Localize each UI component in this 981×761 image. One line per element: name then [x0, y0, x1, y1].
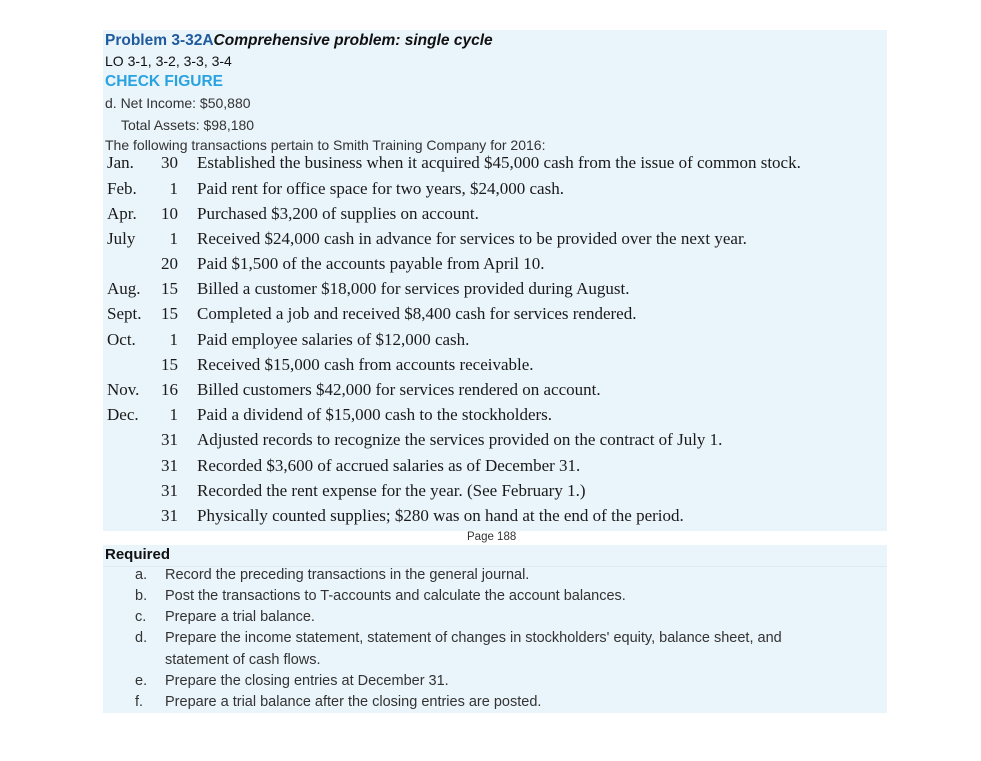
transaction-description: Received $24,000 cash in advance for services to be provided over the next year.	[197, 229, 747, 248]
transaction-description: Billed customers $42,000 for services rendered on account.	[197, 380, 601, 399]
transaction-day: 15	[161, 279, 178, 298]
transaction-description: Adjusted records to recognize the services provided on the contract of July 1.	[197, 430, 723, 449]
transaction-description: Paid rent for office space for two years, $24,000 cash.	[197, 179, 564, 198]
transaction-month: Apr.	[107, 204, 137, 223]
transaction-day: 1	[169, 405, 178, 424]
check-figure-label: CHECK FIGURE	[105, 73, 223, 90]
transaction-month: Aug.	[107, 279, 141, 298]
transaction-description: Recorded $3,600 of accrued salaries as of December 31.	[197, 456, 581, 475]
required-item-letter: a.	[135, 567, 148, 583]
transaction-description: Established the business when it acquired $45,000 cash from the issue of common stock.	[197, 153, 801, 172]
required-item-letter: e.	[135, 673, 148, 689]
transaction-day: 15	[161, 355, 178, 374]
required-heading: Required	[105, 546, 171, 563]
transaction-day: 10	[161, 204, 178, 223]
check-figure-total-assets: Total Assets: $98,180	[121, 117, 255, 133]
check-figure-net-income: d. Net Income: $50,880	[105, 95, 251, 111]
transaction-day: 16	[161, 380, 178, 399]
transaction-description: Received $15,000 cash from accounts receivable.	[197, 355, 534, 374]
problem-name: Comprehensive problem: single cycle	[213, 32, 493, 49]
transaction-day: 1	[169, 229, 178, 248]
transaction-description: Billed a customer $18,000 for services provided during August.	[197, 279, 630, 298]
transactions-intro: The following transactions pertain to Smith Training Company for 2016:	[105, 137, 546, 153]
transaction-description: Physically counted supplies; $280 was on hand at the end of the period.	[197, 506, 684, 525]
required-item-letter: c.	[135, 609, 147, 625]
transaction-month: July	[107, 229, 136, 248]
transaction-description: Paid $1,500 of the accounts payable from April 10.	[197, 254, 545, 273]
transaction-description: Paid a dividend of $15,000 cash to the stockholders.	[197, 405, 553, 424]
required-item-text: Prepare a trial balance.	[165, 609, 315, 625]
transaction-day: 31	[161, 481, 178, 500]
transaction-day: 31	[161, 430, 178, 449]
transaction-description: Recorded the rent expense for the year. (See February 1.)	[197, 481, 586, 500]
required-item-text: Record the preceding transactions in the general journal.	[165, 567, 530, 583]
problem-title	[105, 32, 493, 50]
required-item-text: Prepare the closing entries at December 31.	[165, 673, 449, 689]
required-item-letter: d.	[135, 630, 148, 646]
required-item-text: Prepare the income statement, statement of changes in stockholders' equity, balance sheet, and	[165, 630, 782, 646]
transaction-description: Purchased $3,200 of supplies on account.	[197, 204, 479, 223]
transaction-description: Completed a job and received $8,400 cash for services rendered.	[197, 304, 637, 323]
learning-objectives: LO 3-1, 3-2, 3-3, 3-4	[105, 53, 232, 69]
required-item-letter: b.	[135, 588, 148, 604]
transaction-day: 31	[161, 456, 178, 475]
transaction-day: 30	[161, 153, 178, 172]
required-item-text-continued: statement of cash flows.	[165, 652, 321, 668]
required-item-letter: f.	[135, 694, 144, 710]
transaction-month: Feb.	[107, 179, 137, 198]
transaction-day: 15	[161, 304, 178, 323]
transaction-day: 1	[169, 179, 178, 198]
required-item-text: Prepare a trial balance after the closing entries are posted.	[165, 694, 542, 710]
required-item-text: Post the transactions to T-accounts and calculate the account balances.	[165, 588, 626, 604]
transaction-day: 31	[161, 506, 178, 525]
transaction-day: 20	[161, 254, 178, 273]
transaction-month: Oct.	[107, 330, 136, 349]
transaction-month: Jan.	[107, 153, 134, 172]
transaction-month: Nov.	[107, 380, 140, 399]
problem-number: Problem 3-32A	[105, 32, 214, 49]
transaction-day: 1	[169, 330, 178, 349]
transaction-month: Dec.	[107, 405, 139, 424]
transaction-description: Paid employee salaries of $12,000 cash.	[197, 330, 470, 349]
page-number: Page 188	[467, 531, 517, 543]
transaction-month: Sept.	[107, 304, 142, 323]
